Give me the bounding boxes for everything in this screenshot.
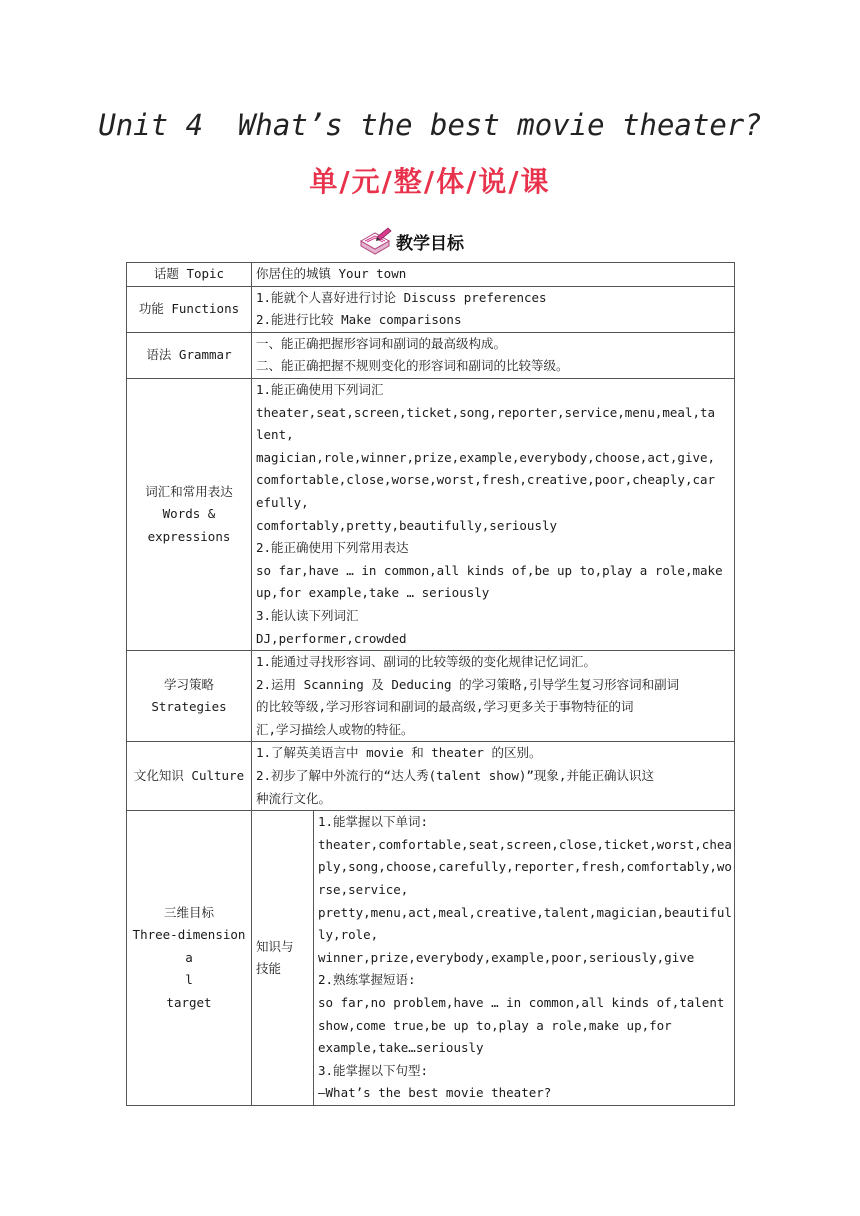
row-content — [252, 286, 735, 332]
topic-text: 你居住的城镇 Your town — [256, 266, 407, 281]
three-dim-label-line: l — [185, 972, 193, 988]
table-row-words — [127, 378, 735, 650]
sub-label-line: 知识与 — [256, 938, 294, 954]
words-line: DJ,performer,crowded — [256, 630, 407, 646]
sub-label-line: 技能 — [256, 961, 282, 977]
words-line: up,for example,take … seriously — [256, 585, 490, 601]
three-dim-line: so far,no problem,have … in common,all kinds of,talent — [318, 995, 725, 1010]
three-dim-line: 1.能掌握以下单词: — [318, 814, 429, 830]
grammar-label: 语法 Grammar — [146, 347, 232, 363]
row-label — [127, 332, 252, 378]
culture-line: 1.了解英美语言中 movie 和 theater 的区别。 — [256, 745, 542, 761]
strategies-label-line: 学习策略 — [163, 676, 214, 692]
three-dim-label-line: Three-dimensiona — [132, 927, 246, 965]
words-line: efully, — [256, 494, 309, 510]
culture-line: 种流行文化。 — [256, 790, 332, 806]
row-label — [127, 651, 252, 742]
strategies-line: 的比较等级,学习形容词和副词的最高级,学习更多关于事物特征的词 — [256, 699, 634, 715]
row-label — [127, 811, 252, 1106]
functions-line: 2.能进行比较 Make comparisons — [256, 312, 462, 328]
row-content — [314, 811, 735, 1106]
page-title: Unit 4 What’s the best movie theater? — [98, 108, 762, 142]
section-heading — [358, 226, 464, 256]
book-pencil-icon — [358, 227, 392, 255]
knowledge-skills-label — [252, 811, 314, 1106]
row-content — [252, 263, 735, 287]
three-dim-line: 2.熟练掌握短语: — [318, 972, 416, 988]
words-line: comfortably,pretty,beautifully,seriously — [256, 517, 558, 533]
three-dim-line: winner,prize,everybody,example,poor,seriously,give — [318, 949, 695, 965]
culture-line: 2.初步了解中外流行的“达人秀(talent show)”现象,并能正确认识这 — [256, 768, 654, 784]
row-label — [127, 263, 252, 287]
three-dim-line: show,come true,be up to,play a role,make up,for — [318, 1017, 672, 1033]
grammar-line: 二、能正确把握不规则变化的形容词和副词的比较等级。 — [256, 358, 569, 374]
topic-label: 话题 Topic — [153, 266, 225, 281]
words-line: 2.能正确使用下列常用表达 — [256, 540, 409, 556]
culture-label: 文化知识 Culture — [133, 768, 245, 784]
three-dim-line: —What’s the best movie theater? — [318, 1085, 552, 1101]
row-content — [252, 742, 735, 811]
table-row-culture — [127, 742, 735, 811]
row-content — [252, 378, 735, 650]
table-row-three-dimensional — [127, 811, 735, 1106]
words-label-line: 词汇和常用表达 — [145, 483, 233, 499]
strategies-line: 2.运用 Scanning 及 Deducing 的学习策略,引导学生复习形容词和副词 — [256, 676, 680, 692]
three-dim-label-line: target — [166, 995, 212, 1010]
three-dim-line: ly,role, — [318, 927, 379, 943]
table-row-strategies — [127, 651, 735, 742]
row-content — [252, 332, 735, 378]
row-label — [127, 286, 252, 332]
three-dim-label-line: 三维目标 — [163, 904, 214, 920]
row-label — [127, 378, 252, 650]
table-row-functions — [127, 286, 735, 332]
table-row-grammar — [127, 332, 735, 378]
strategies-line: 汇,学习描绘人或物的特征。 — [256, 721, 414, 737]
row-content — [252, 651, 735, 742]
section-label: 教学目标 — [396, 233, 464, 254]
three-dim-line: rse,service, — [318, 882, 409, 898]
table-row-topic — [127, 263, 735, 287]
words-label-line: Words & — [162, 506, 216, 522]
words-line: lent, — [256, 427, 294, 443]
row-label — [127, 742, 252, 811]
strategies-label-line: Strategies — [151, 699, 227, 715]
words-line: magician,role,winner,prize,example,everybody,choose,act,give, — [256, 449, 716, 465]
functions-label: 功能 Functions — [138, 300, 240, 316]
words-line: 1.能正确使用下列词汇 — [256, 381, 384, 397]
three-dim-line: theater,comfortable,seat,screen,close,ticket,worst,chea — [318, 836, 732, 852]
words-line: so far,have … in common,all kinds of,be up to,play a role,make — [256, 562, 723, 578]
words-line: theater,seat,screen,ticket,song,reporter,service,menu,meal,ta — [256, 404, 716, 420]
three-dim-line: example,take…seriously — [318, 1040, 484, 1056]
unit-subtitle: 单/元/整/体/说/课 — [309, 165, 551, 198]
three-dim-line: pretty,menu,act,meal,creative,talent,magician,beautiful — [318, 904, 732, 920]
words-line: 3.能认读下列词汇 — [256, 607, 359, 623]
three-dim-line: ply,song,choose,carefully,reporter,fresh,comfortably,wo — [318, 859, 732, 875]
teaching-goals-table — [126, 262, 735, 1106]
grammar-line: 一、能正确把握形容词和副词的最高级构成。 — [256, 335, 507, 351]
three-dim-line: 3.能掌握以下句型: — [318, 1062, 429, 1078]
words-line: comfortable,close,worse,worst,fresh,creative,poor,cheaply,car — [256, 472, 716, 488]
words-label-line: expressions — [147, 528, 231, 544]
strategies-line: 1.能通过寻找形容词、副词的比较等级的变化规律记忆词汇。 — [256, 654, 597, 670]
functions-line: 1.能就个人喜好进行讨论 Discuss preferences — [256, 289, 547, 305]
